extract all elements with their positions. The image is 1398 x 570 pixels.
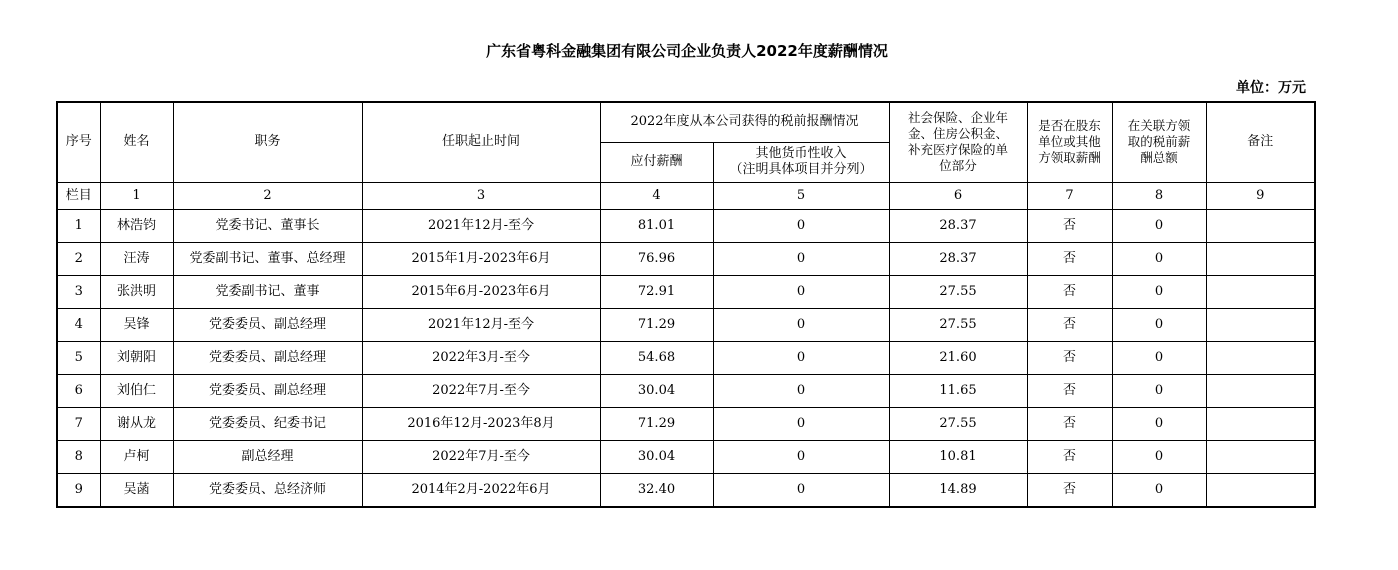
index-cell: 8 xyxy=(1112,182,1206,209)
row-name: 刘朝阳 xyxy=(100,341,173,374)
header-name: 姓名 xyxy=(100,102,173,182)
row-other-income: 0 xyxy=(713,308,889,341)
table-row xyxy=(57,374,1315,407)
row-insurance: 14.89 xyxy=(889,473,1027,507)
row-seq: 1 xyxy=(57,209,100,242)
table-row xyxy=(57,440,1315,473)
row-other-income: 0 xyxy=(713,407,889,440)
row-seq: 2 xyxy=(57,242,100,275)
table-row xyxy=(57,242,1315,275)
row-name: 刘伯仁 xyxy=(100,374,173,407)
index-row xyxy=(57,182,1315,209)
row-salary: 72.91 xyxy=(600,275,713,308)
row-insurance: 11.65 xyxy=(889,374,1027,407)
row-seq: 6 xyxy=(57,374,100,407)
salary-table xyxy=(56,101,1316,508)
row-related-pay: 0 xyxy=(1112,275,1206,308)
table-row xyxy=(57,275,1315,308)
row-related-pay: 0 xyxy=(1112,407,1206,440)
header-social-insurance: 社会保险、企业年 金、住房公积金、 补充医疗保险的单 位部分 xyxy=(889,102,1027,182)
unit-label: 单位：万元 xyxy=(1236,80,1306,96)
row-seq: 5 xyxy=(57,341,100,374)
row-term: 2016年12月-2023年8月 xyxy=(362,407,600,440)
table-row xyxy=(57,341,1315,374)
row-salary: 81.01 xyxy=(600,209,713,242)
row-other-income: 0 xyxy=(713,374,889,407)
index-cell: 3 xyxy=(362,182,600,209)
row-related-pay: 0 xyxy=(1112,308,1206,341)
row-insurance: 27.55 xyxy=(889,275,1027,308)
row-salary: 76.96 xyxy=(600,242,713,275)
header-seq: 序号 xyxy=(57,102,100,182)
row-salary: 54.68 xyxy=(600,341,713,374)
row-related-pay: 0 xyxy=(1112,473,1206,507)
row-name: 吴锋 xyxy=(100,308,173,341)
index-cell: 9 xyxy=(1206,182,1315,209)
index-cell: 栏目 xyxy=(57,182,100,209)
row-shareholder-pay: 否 xyxy=(1027,407,1112,440)
row-remark xyxy=(1206,308,1315,341)
row-related-pay: 0 xyxy=(1112,374,1206,407)
index-cell: 7 xyxy=(1027,182,1112,209)
row-name: 卢柯 xyxy=(100,440,173,473)
row-name: 汪涛 xyxy=(100,242,173,275)
row-seq: 8 xyxy=(57,440,100,473)
row-other-income: 0 xyxy=(713,473,889,507)
header-payable-salary: 应付薪酬 xyxy=(600,142,713,182)
row-salary: 32.40 xyxy=(600,473,713,507)
row-shareholder-pay: 否 xyxy=(1027,209,1112,242)
row-position: 党委委员、纪委书记 xyxy=(173,407,362,440)
row-shareholder-pay: 否 xyxy=(1027,275,1112,308)
row-other-income: 0 xyxy=(713,242,889,275)
row-name: 林浩钧 xyxy=(100,209,173,242)
row-insurance: 28.37 xyxy=(889,242,1027,275)
row-position: 党委委员、副总经理 xyxy=(173,341,362,374)
row-salary: 30.04 xyxy=(600,374,713,407)
row-term: 2022年7月-至今 xyxy=(362,374,600,407)
header-remarks: 备注 xyxy=(1206,102,1315,182)
row-related-pay: 0 xyxy=(1112,242,1206,275)
row-other-income: 0 xyxy=(713,275,889,308)
row-remark xyxy=(1206,440,1315,473)
row-other-income: 0 xyxy=(713,341,889,374)
row-insurance: 10.81 xyxy=(889,440,1027,473)
row-remark xyxy=(1206,473,1315,507)
row-other-income: 0 xyxy=(713,440,889,473)
index-cell: 1 xyxy=(100,182,173,209)
row-related-pay: 0 xyxy=(1112,209,1206,242)
header-other-income: 其他货币性收入 （注明具体项目并分列） xyxy=(713,142,889,182)
row-other-income: 0 xyxy=(713,209,889,242)
row-insurance: 21.60 xyxy=(889,341,1027,374)
row-term: 2021年12月-至今 xyxy=(362,308,600,341)
row-salary: 71.29 xyxy=(600,308,713,341)
row-shareholder-pay: 否 xyxy=(1027,341,1112,374)
row-position: 党委委员、总经济师 xyxy=(173,473,362,507)
row-name: 吴菡 xyxy=(100,473,173,507)
row-seq: 9 xyxy=(57,473,100,507)
row-term: 2015年1月-2023年6月 xyxy=(362,242,600,275)
row-remark xyxy=(1206,209,1315,242)
row-salary: 30.04 xyxy=(600,440,713,473)
table-row xyxy=(57,308,1315,341)
row-shareholder-pay: 否 xyxy=(1027,242,1112,275)
index-cell: 6 xyxy=(889,182,1027,209)
header-shareholder-pay: 是否在股东 单位或其他 方领取薪酬 xyxy=(1027,102,1112,182)
row-shareholder-pay: 否 xyxy=(1027,440,1112,473)
row-seq: 4 xyxy=(57,308,100,341)
header-term: 任职起止时间 xyxy=(362,102,600,182)
row-term: 2014年2月-2022年6月 xyxy=(362,473,600,507)
row-term: 2022年7月-至今 xyxy=(362,440,600,473)
table-row xyxy=(57,209,1315,242)
row-seq: 7 xyxy=(57,407,100,440)
row-remark xyxy=(1206,341,1315,374)
row-term: 2021年12月-至今 xyxy=(362,209,600,242)
header-pay-group: 2022年度从本公司获得的税前报酬情况 xyxy=(600,102,889,142)
table-row xyxy=(57,473,1315,507)
row-remark xyxy=(1206,374,1315,407)
row-term: 2022年3月-至今 xyxy=(362,341,600,374)
row-position: 副总经理 xyxy=(173,440,362,473)
row-insurance: 28.37 xyxy=(889,209,1027,242)
index-cell: 5 xyxy=(713,182,889,209)
row-salary: 71.29 xyxy=(600,407,713,440)
row-remark xyxy=(1206,275,1315,308)
row-name: 谢从龙 xyxy=(100,407,173,440)
row-insurance: 27.55 xyxy=(889,308,1027,341)
row-insurance: 27.55 xyxy=(889,407,1027,440)
row-related-pay: 0 xyxy=(1112,341,1206,374)
row-shareholder-pay: 否 xyxy=(1027,473,1112,507)
header-position: 职务 xyxy=(173,102,362,182)
row-term: 2015年6月-2023年6月 xyxy=(362,275,600,308)
row-shareholder-pay: 否 xyxy=(1027,374,1112,407)
row-position: 党委委员、副总经理 xyxy=(173,308,362,341)
index-cell: 2 xyxy=(173,182,362,209)
document-title: 广东省粤科金融集团有限公司企业负责人2022年度薪酬情况 xyxy=(486,42,888,60)
row-position: 党委副书记、董事 xyxy=(173,275,362,308)
row-position: 党委委员、副总经理 xyxy=(173,374,362,407)
row-position: 党委副书记、董事、总经理 xyxy=(173,242,362,275)
row-related-pay: 0 xyxy=(1112,440,1206,473)
index-cell: 4 xyxy=(600,182,713,209)
row-shareholder-pay: 否 xyxy=(1027,308,1112,341)
table-row xyxy=(57,407,1315,440)
row-name: 张洪明 xyxy=(100,275,173,308)
row-remark xyxy=(1206,407,1315,440)
row-position: 党委书记、董事长 xyxy=(173,209,362,242)
row-seq: 3 xyxy=(57,275,100,308)
row-remark xyxy=(1206,242,1315,275)
header-related-pay: 在关联方领 取的税前薪 酬总额 xyxy=(1112,102,1206,182)
